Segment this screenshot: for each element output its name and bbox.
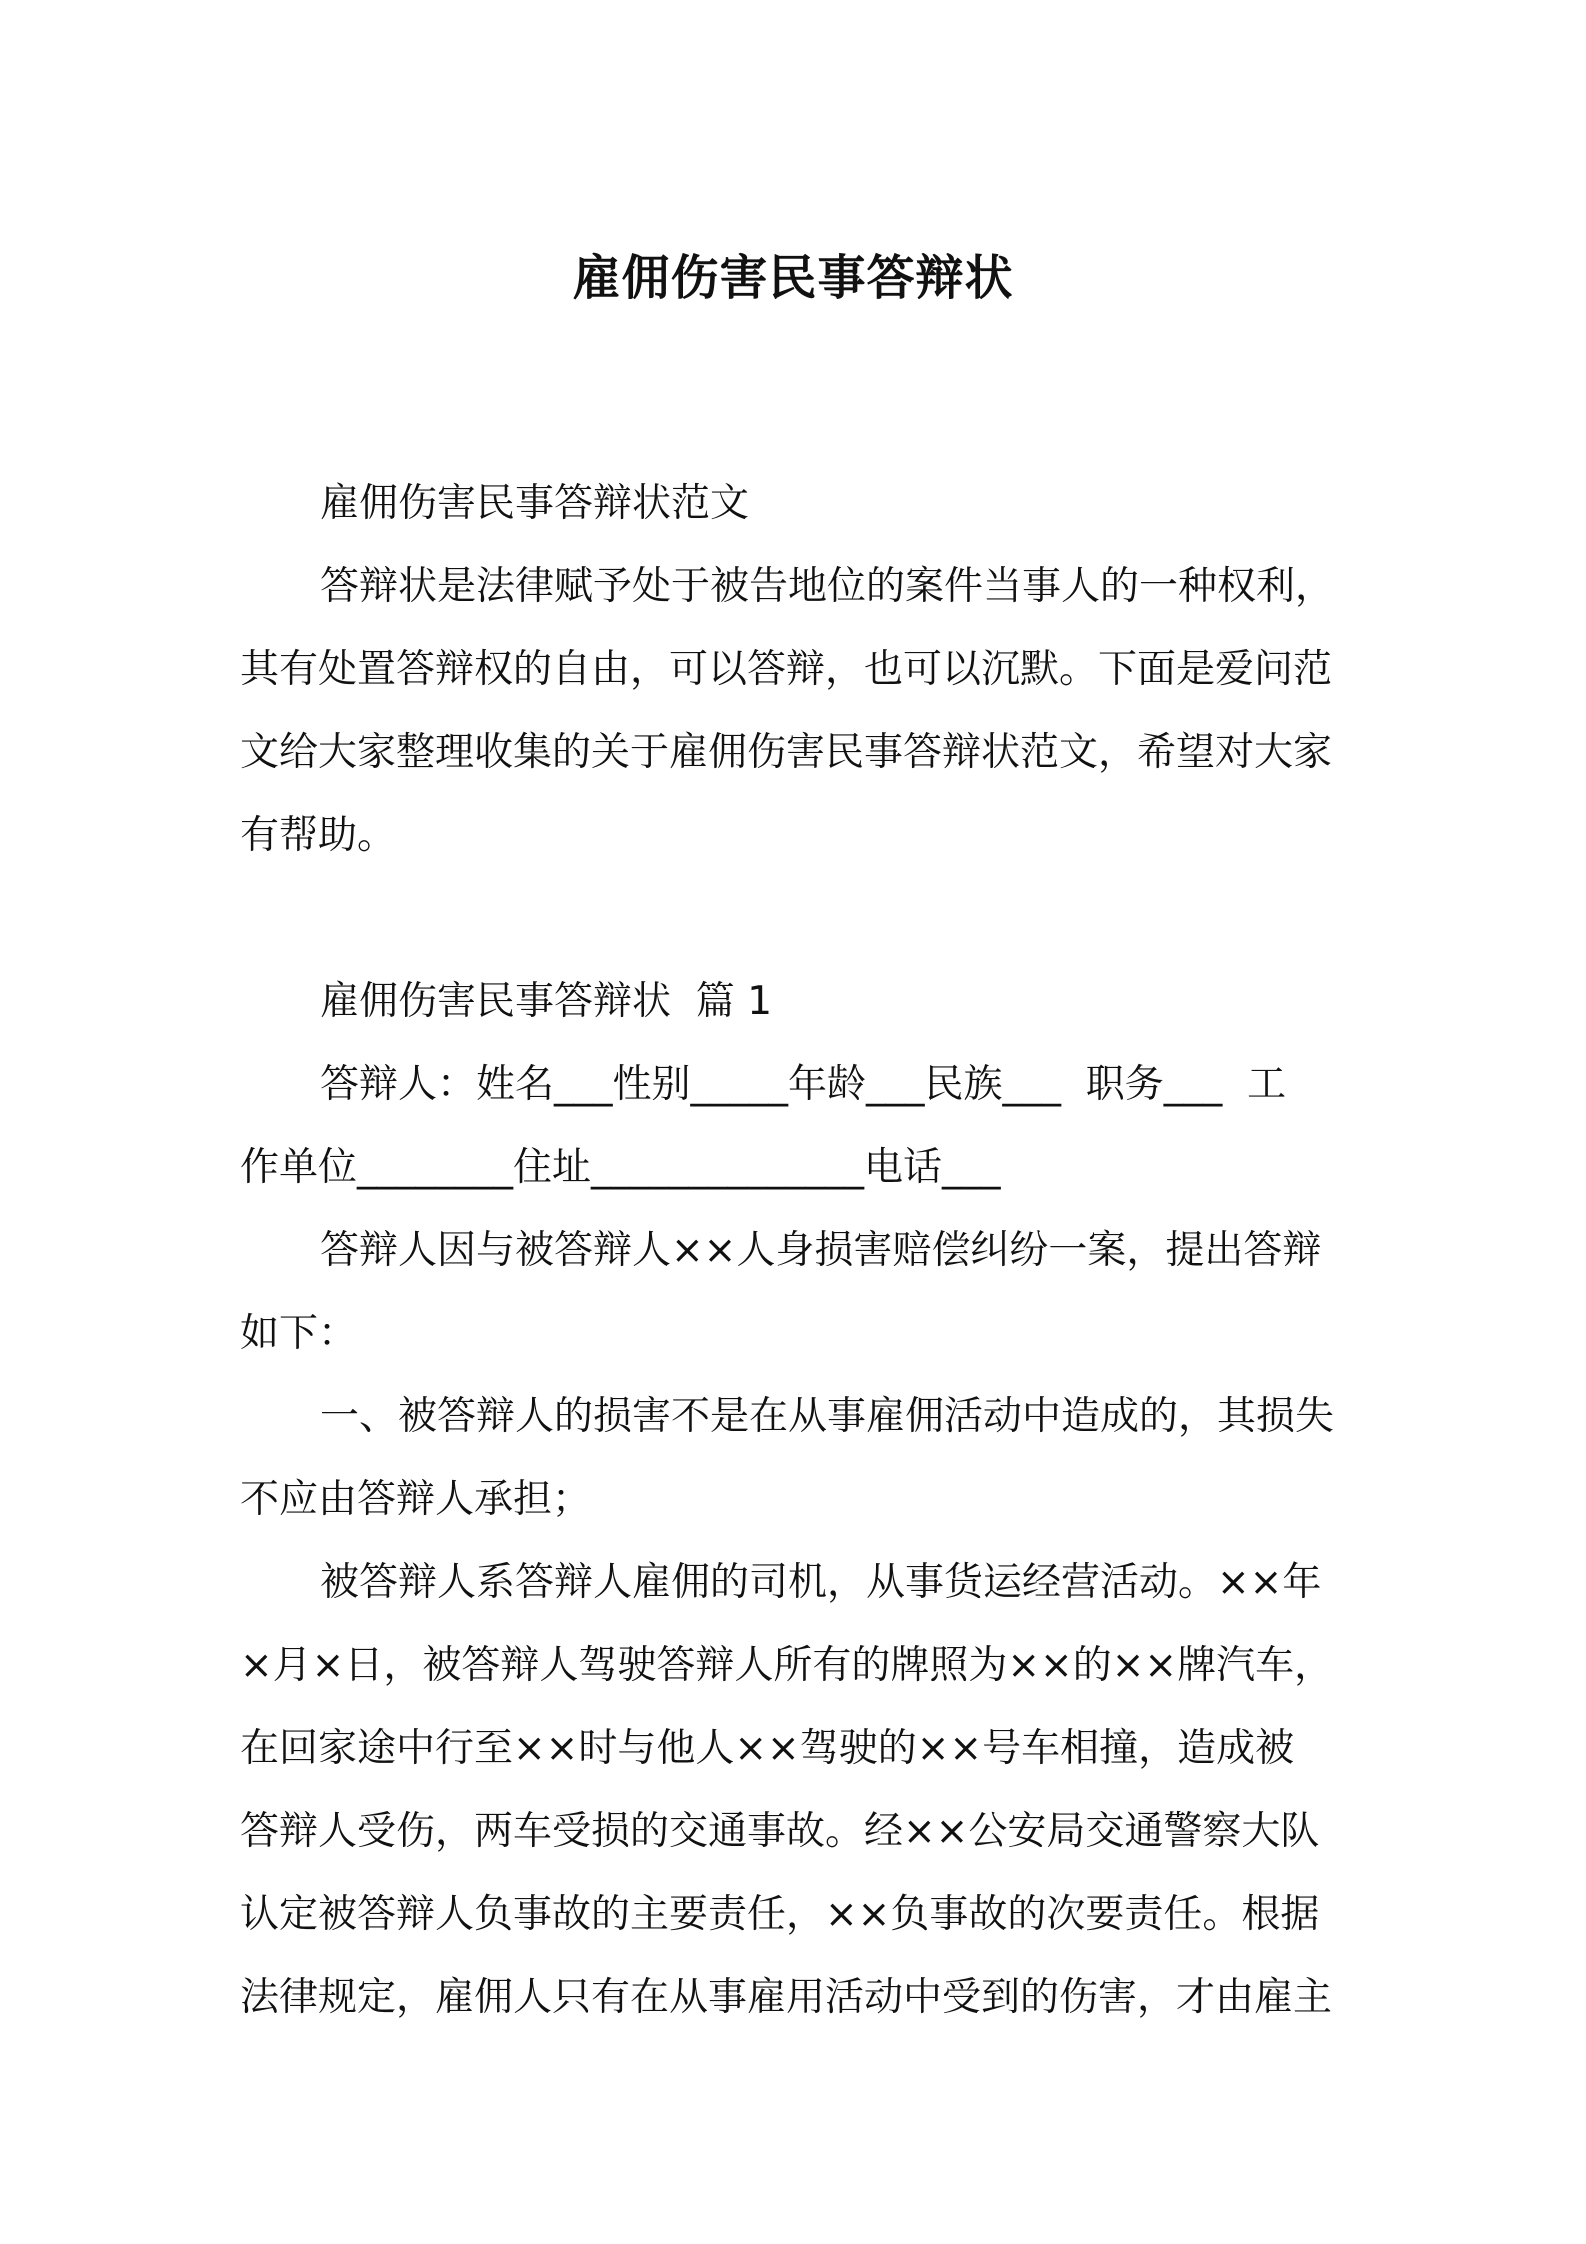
respondent-info-line: 作单位________住址______________电话___ (240, 1145, 1001, 1190)
intro-paragraph-line: 答辩状是法律赋予处于被告地位的案件当事人的一种权利， (320, 564, 1335, 609)
facts-line: 认定被答辩人负事故的主要责任，××负事故的次要责任。根据 (240, 1892, 1320, 1937)
facts-line: 法律规定，雇佣人只有在从事雇用活动中受到的伤害，才由雇主 (240, 1975, 1333, 2020)
reason-line: 答辩人因与被答辩人××人身损害赔偿纠纷一案，提出答辩 (320, 1228, 1322, 1273)
intro-paragraph-line: 文给大家整理收集的关于雇佣伤害民事答辩状范文，希望对大家 (240, 730, 1333, 775)
section-heading: 雇佣伤害民事答辩状 篇 1 (320, 979, 773, 1024)
document-title: 雇佣伤害民事答辩状 (572, 250, 1014, 306)
point-one-line: 不应由答辩人承担； (240, 1477, 592, 1522)
facts-line: 答辩人受伤，两车受损的交通事故。经××公安局交通警察大队 (240, 1809, 1320, 1854)
facts-line: 被答辩人系答辩人雇佣的司机，从事货运经营活动。××年 (320, 1560, 1322, 1605)
intro-paragraph-line: 有帮助。 (240, 813, 397, 858)
respondent-info-line: 答辩人：姓名___性别_____年龄___民族___ 职务___ 工 (320, 1062, 1287, 1107)
point-one-line: 一、被答辩人的损害不是在从事雇佣活动中造成的，其损失 (320, 1394, 1335, 1439)
reason-line: 如下： (240, 1311, 358, 1356)
intro-heading: 雇佣伤害民事答辩状范文 (320, 481, 750, 526)
facts-line: 在回家途中行至××时与他人××驾驶的××号车相撞，造成被 (240, 1726, 1295, 1771)
intro-paragraph-line: 其有处置答辩权的自由，可以答辩，也可以沉默。下面是爱问范 (240, 647, 1333, 692)
facts-line: ×月×日，被答辩人驾驶答辩人所有的牌照为××的××牌汽车， (240, 1643, 1334, 1688)
